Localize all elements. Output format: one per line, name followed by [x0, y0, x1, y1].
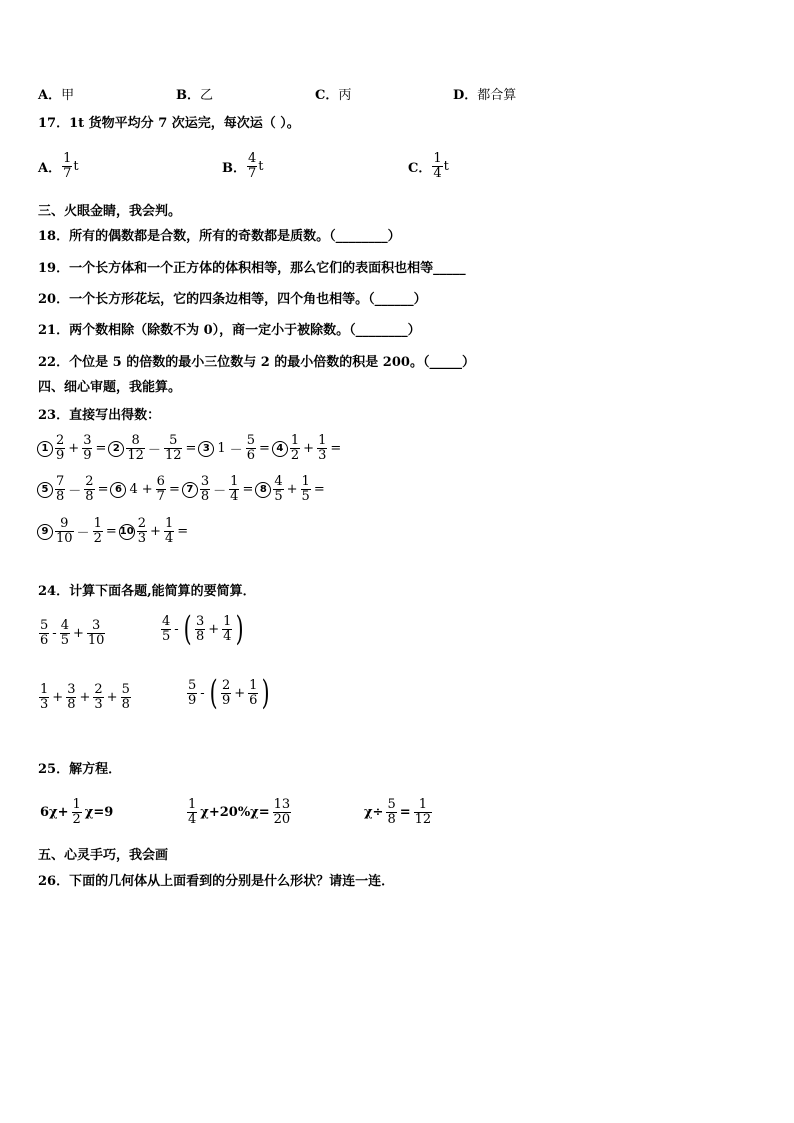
q23-item: [37, 517, 119, 546]
fraction: $\frac{8}{12}$: [127, 433, 144, 463]
number: 1: [217, 441, 226, 456]
fraction: $\frac{1}{4}$: [230, 474, 239, 504]
fraction: $\frac{9}{10}$: [56, 516, 73, 546]
operator: +: [79, 690, 91, 705]
equation-text: 6χ+: [40, 805, 69, 820]
section-4-heading: 四、细心审题，我能算。: [38, 380, 182, 395]
operator: +: [68, 441, 80, 456]
equals-sign: =: [242, 482, 254, 497]
fraction: $\frac{1}{2}$: [93, 516, 102, 546]
equals-sign: =: [258, 441, 270, 456]
right-paren: ): [236, 609, 245, 649]
q26-text: 26．下面的几何体从上面看到的分别是什么形状？请连一连．: [38, 874, 395, 889]
q25-equation-1: [38, 798, 115, 827]
q17-option-a: A． $\frac{1}{7}$ t: [38, 151, 79, 181]
left-paren: (: [183, 609, 192, 649]
fraction: $\frac{5}{6}$: [246, 433, 255, 463]
fraction: $\frac{1}{4}$: [188, 797, 197, 827]
equals-sign: =: [168, 482, 180, 497]
fraction: $\frac{3}{8}$: [67, 682, 76, 712]
section-3-heading: 三、火眼金睛，我会判。: [38, 204, 182, 219]
q23-item: [198, 434, 271, 463]
item-number-circle: 3: [198, 441, 214, 457]
fraction: $\frac{4}{5}$: [274, 474, 283, 504]
operator: －: [76, 526, 90, 541]
fraction: $\frac{3}{8}$: [195, 613, 205, 644]
item-number-circle: 4: [272, 441, 288, 457]
fraction: $\frac{7}{8}$: [56, 474, 65, 504]
fraction: $\frac{2}{9}$: [221, 677, 231, 708]
q24-expr-2: [160, 609, 247, 649]
left-paren: (: [209, 673, 218, 713]
q22-line: 22．个位是 5 的倍数的最小三位数与 2 的最小倍数的积是 200。（_____）: [38, 355, 475, 370]
fraction: $\frac{1}{4}$: [433, 151, 442, 181]
q21-line: 21．两个数相除（除数不为 0），商一定小于被除数。（________）: [38, 323, 421, 338]
fraction: $\frac{1}{3}$: [40, 682, 49, 712]
q24-expr-1: [38, 619, 106, 648]
fraction: $\frac{1}{4}$: [164, 516, 174, 546]
q24-expr-4: [186, 673, 273, 713]
fraction: $\frac{3}{9}$: [83, 433, 92, 463]
operator: -: [174, 621, 179, 637]
q23-row-3: [37, 517, 190, 546]
fraction: $\frac{6}{7}$: [156, 474, 165, 504]
q24-title: 24．计算下面各题,能简算的要简算．: [38, 584, 256, 599]
equation-text: χ÷: [364, 805, 384, 820]
q23-item: [182, 475, 255, 504]
fraction: $\frac{1}{2}$: [72, 797, 81, 827]
fraction: $\frac{1}{3}$: [318, 433, 327, 463]
fraction: $\frac{1}{12}$: [414, 797, 432, 827]
operator: +: [150, 524, 161, 539]
fraction: $\frac{5}{8}$: [121, 682, 130, 712]
fraction: $\frac{5}{8}$: [387, 797, 396, 827]
fraction: $\frac{3}{8}$: [200, 474, 210, 504]
equals-sign: =: [177, 524, 189, 539]
equation-text: χ=9: [84, 805, 114, 820]
q17-option-c: C． $\frac{1}{4}$ t: [408, 151, 449, 181]
item-number-circle: 5: [37, 482, 53, 498]
q23-item: [108, 434, 198, 463]
fraction: $\frac{2}{3}$: [137, 516, 147, 546]
operator: －: [213, 484, 227, 499]
item-number-circle: 1: [37, 441, 53, 457]
q16-option-d: D． 都合算: [453, 88, 517, 103]
q25-title: 25．解方程．: [38, 762, 122, 777]
operator: -: [200, 685, 205, 701]
fraction: $\frac{1}{2}$: [290, 433, 300, 463]
operator: +: [72, 626, 84, 641]
q23-item: [110, 475, 181, 504]
equals-sign: =: [95, 441, 107, 456]
fraction: $\frac{2}{8}$: [85, 474, 94, 504]
fraction: $\frac{1}{6}$: [249, 677, 258, 708]
q23-item: [37, 475, 110, 504]
operator: +: [286, 482, 298, 497]
operator: -: [52, 626, 57, 641]
q23-item: [255, 475, 326, 504]
fraction: $\frac{2}{9}$: [56, 433, 65, 463]
q23-title: 23．直接写出得数：: [38, 408, 161, 423]
q17-text: 17．1t 货物平均分 7 次运完，每次运（ ）。: [38, 116, 300, 131]
fraction: $\frac{4}{5}$: [60, 618, 69, 648]
operator: +: [141, 482, 153, 497]
q25-equation-2: [186, 798, 292, 827]
fraction: $\frac{13}{20}$: [273, 797, 291, 827]
equals-sign: =: [330, 441, 342, 456]
fraction: $\frac{3}{10}$: [87, 618, 105, 648]
fraction: $\frac{1}{7}$: [63, 151, 72, 181]
q18-line: 18．所有的偶数都是合数，所有的奇数都是质数。（________）: [38, 229, 401, 244]
operator: +: [234, 685, 246, 701]
fraction: $\frac{1}{4}$: [223, 613, 232, 644]
item-number-circle: 7: [182, 482, 198, 498]
item-number-circle: 6: [110, 482, 126, 498]
q17-option-b: B． $\frac{4}{7}$ t: [222, 151, 264, 181]
number: 4: [129, 482, 138, 497]
q23-row-1: [37, 434, 343, 463]
operator: +: [208, 621, 220, 637]
fraction: $\frac{5}{6}$: [40, 618, 49, 648]
q23-item: [272, 434, 343, 463]
section-5-heading: 五、心灵手巧，我会画: [38, 848, 169, 863]
q16-option-b: B． 乙: [176, 88, 214, 103]
item-number-circle: 8: [255, 482, 271, 498]
q23-item: [37, 434, 108, 463]
q19-line: 19．一个长方体和一个正方体的体积相等，那么它们的表面积也相等_____: [38, 261, 466, 276]
q16-option-c: C． 丙: [315, 88, 352, 103]
equals-sign: =: [399, 805, 411, 820]
operator: －: [147, 443, 161, 458]
q16-option-a: A． 甲: [38, 88, 75, 103]
q24-expr-3: [38, 683, 132, 712]
fraction: $\frac{5}{9}$: [188, 677, 197, 708]
fraction: $\frac{4}{7}$: [248, 151, 257, 181]
fraction: $\frac{2}{3}$: [94, 682, 103, 712]
equals-sign: =: [185, 441, 197, 456]
operator: +: [106, 690, 118, 705]
fraction: $\frac{4}{5}$: [162, 613, 171, 644]
equals-sign: =: [313, 482, 325, 497]
q20-line: 20．一个长方形花坛，它的四条边相等，四个角也相等。（______）: [38, 292, 427, 307]
operator: +: [52, 690, 64, 705]
equation-text: χ+20%χ=: [200, 805, 270, 820]
operator: －: [229, 443, 243, 458]
q25-equation-3: [362, 798, 433, 827]
fraction: $\frac{5}{12}$: [164, 433, 182, 463]
operator: +: [303, 441, 315, 456]
equals-sign: =: [97, 482, 109, 497]
right-paren: ): [262, 673, 271, 713]
q23-item: [119, 517, 190, 546]
item-number-circle: 9: [37, 524, 53, 540]
operator: －: [68, 484, 82, 499]
equals-sign: =: [105, 524, 117, 539]
fraction: $\frac{1}{5}$: [301, 474, 310, 504]
item-number-circle: 10: [119, 524, 135, 540]
item-number-circle: 2: [108, 441, 124, 457]
q23-row-2: [37, 475, 327, 504]
